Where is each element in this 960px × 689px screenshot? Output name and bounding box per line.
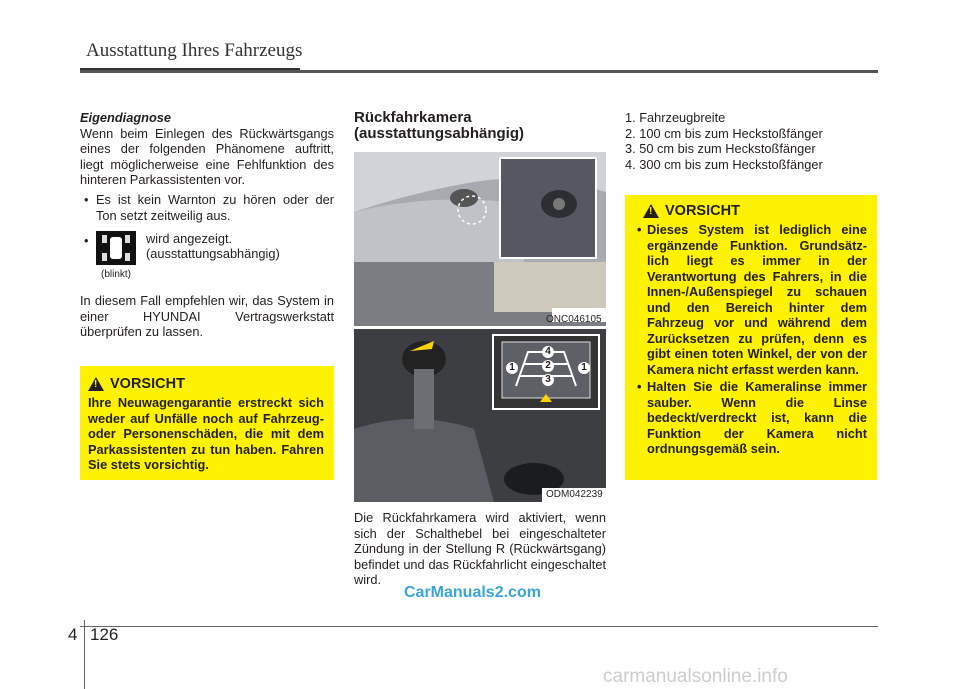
figure-rear-camera-location	[354, 152, 606, 326]
guide-label-100cm: 2	[542, 360, 554, 372]
parking-sensor-indicator-icon	[96, 231, 136, 265]
bullet-dot: •	[84, 233, 89, 249]
warning-title: VORSICHT	[110, 376, 185, 392]
warning-title-row	[88, 376, 324, 392]
figure2-code: ODM042239	[546, 489, 603, 500]
subheading-self-diagnosis: Eigendiagnose	[80, 110, 172, 125]
intro-paragraph: Wenn beim Einlegen des Rückwärtsgangs eines der folgenden Phänomene auftritt, liegt möglicherweise eine Fehlfunktion des hinteren Parkassistenten vor.	[80, 125, 334, 188]
warning-box-right	[625, 195, 877, 480]
warning-title: VORSICHT	[665, 203, 740, 219]
warning-triangle-icon	[643, 204, 659, 218]
rear-camera-description: Die Rückfahrkamera wird aktiviert, wenn sich der Schalthebel bei eingeschalteter Zündung in der Stellung R (Rückwärtsgang) befindet und das Rückfahrlicht eingeschaltet wird.	[354, 510, 606, 588]
running-header: Ausstattung Ihres Fahrzeugs	[86, 40, 303, 61]
page-number: 126	[90, 625, 119, 644]
guide-label-width-left: 1	[506, 362, 518, 374]
chapter-number: 4	[68, 625, 78, 644]
column-right	[625, 110, 877, 172]
warning-body: Ihre Neuwagengarantie erstreckt sich weder auf Unfälle noch auf Fahrzeug- oder Personenschäden, die mit dem Parkassistenten zu tun haben. Fahren Sie stets vorsichtig.	[88, 395, 324, 472]
indicator-equipment-note: (ausstattungsabhängig)	[146, 246, 280, 262]
guide-label-300cm: 4	[542, 346, 554, 358]
list-item-width: 1. Fahrzeugbreite	[625, 110, 726, 125]
rear-camera-illustration	[354, 152, 606, 326]
footer-rule	[80, 626, 878, 627]
footer-divider	[84, 620, 85, 689]
warning-bullet-supplementary: • Dieses System ist lediglich eine ergänzende Funktion. Grundsätz-lich liegt es immer in der Verantwortung des Fahrers, in die Innen-/Außenspiegel zu schauen und den Bereich hinter dem Fahrzeug vor und während dem Zurücksetzen zu prüfen, denn es gibt einen toten Winkel, der von der Kamera nicht erfasst werden kann.	[633, 222, 867, 377]
warning-triangle-icon	[88, 377, 104, 391]
list-item-100cm: 2. 100 cm bis zum Heckstoßfänger	[625, 125, 823, 141]
guide-label-50cm: 3	[542, 374, 554, 386]
heading-rear-camera: Rückfahrkamera	[354, 109, 472, 126]
bullet-no-warning-tone: • Es ist kein Warnton zu hören oder der Ton setzt zeitweilig aus.	[80, 192, 334, 223]
watermark-carmanualsonline[interactable]: carmanualsonline.info	[603, 666, 788, 687]
heading-equipment-note: (ausstattungsabhängig)	[354, 125, 525, 142]
warning-title-row	[633, 203, 867, 219]
column-middle	[354, 110, 606, 142]
indicator-shown-text: wird angezeigt.	[146, 231, 233, 247]
column-left	[80, 110, 334, 340]
indicator-caption: (blinkt)	[101, 269, 132, 281]
list-item-300cm: 4. 300 cm bis zum Heckstoßfänger	[625, 156, 823, 172]
bullet-indicator	[80, 231, 334, 289]
warning-box-left	[80, 366, 334, 480]
list-item-50cm: 3. 50 cm bis zum Heckstoßfänger	[625, 141, 816, 157]
figure1-code: ONC046105	[546, 314, 602, 325]
header-rule	[80, 70, 878, 73]
guide-label-width-right: 1	[578, 362, 590, 374]
closing-paragraph: In diesem Fall empfehlen wir, das System in einer HYUNDAI Vertragswerkstatt überprüfen zu lassen.	[80, 293, 334, 340]
watermark-carmanuals2[interactable]: CarManuals2.com	[404, 584, 541, 601]
warning-bullet-clean-lens: • Halten Sie die Kameralinse immer sauber. Wenn die Linse bedeckt/verdreckt ist, kann die Funktion der Kamera nicht ordnungsgemäß sein.	[633, 379, 867, 457]
camera-display-inset	[492, 334, 600, 410]
